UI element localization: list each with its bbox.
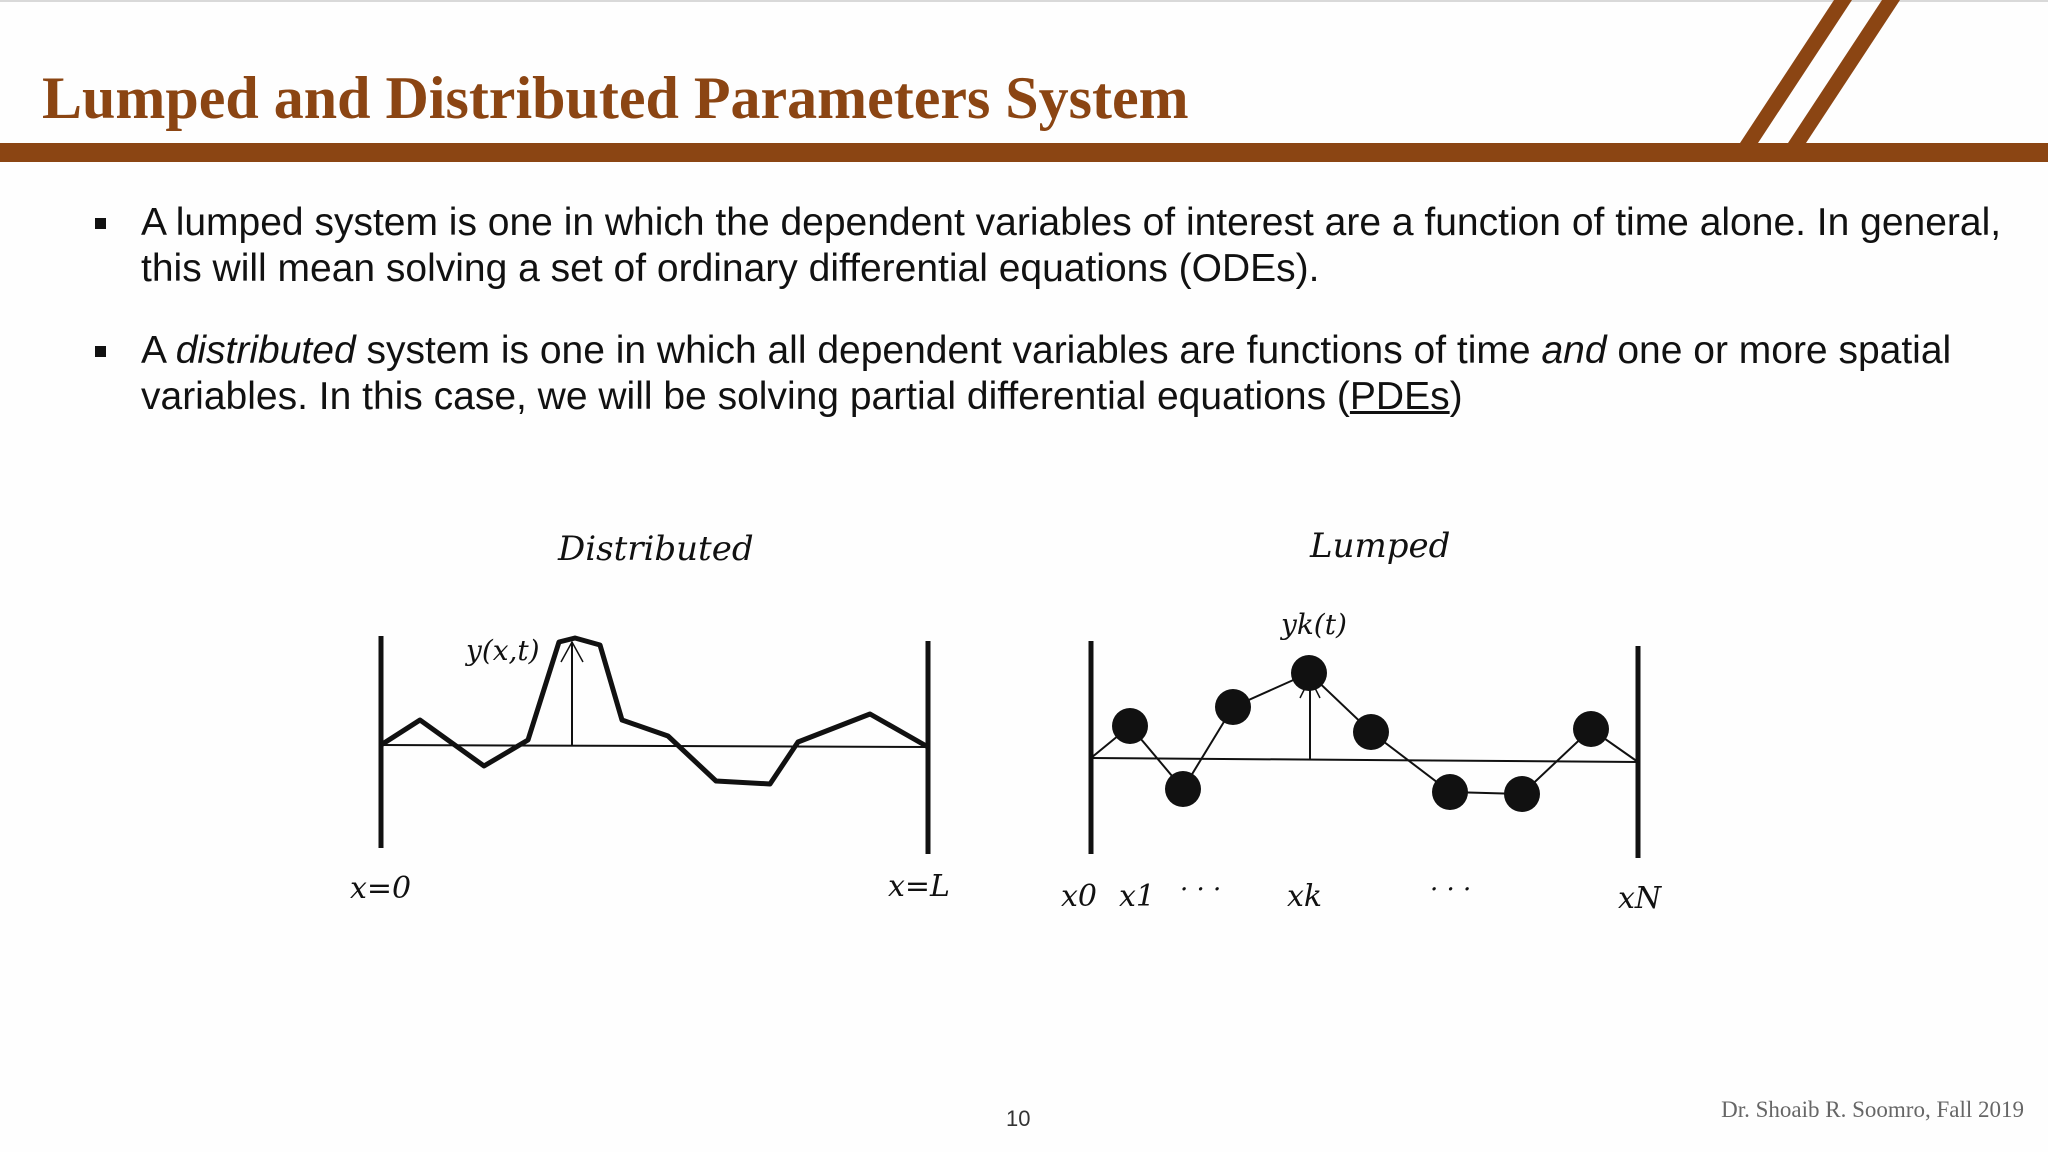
distributed-title: Distributed: [558, 529, 754, 569]
lumped-title: Lumped: [1310, 526, 1451, 566]
x-label: xN: [1618, 881, 1662, 916]
bullet-text-run: A lumped system is one in which the dependent variables of interest are a function of time alone. In general, this will mean solving a set of ordinary differential equations (ODEs).: [141, 201, 2002, 290]
lumped-node: [1353, 714, 1389, 750]
bullet-text-italic: distributed: [175, 329, 356, 372]
footer-author: Dr. Shoaib R. Soomro, Fall 2019: [1721, 1097, 2024, 1122]
x-label: · · ·: [1430, 875, 1472, 905]
bullet-text-underline: PDEs: [1349, 375, 1450, 418]
bullet-text-italic: and: [1541, 329, 1607, 372]
lumped-node: [1112, 708, 1148, 744]
x-label: x1: [1119, 879, 1156, 914]
lumped-node: [1215, 689, 1251, 725]
baseline: [381, 745, 928, 747]
lumped-diagram: [1061, 526, 1663, 916]
page-number: 10: [1006, 1106, 1031, 1131]
curve-label: y(x,t): [466, 634, 540, 667]
bullet-text-run: ): [1449, 375, 1463, 418]
left-label: x=0: [350, 871, 412, 906]
lumped-node: [1432, 774, 1468, 810]
bullet-text-run: one or more spatial variables. In this case, we will be solving partial differential equations (: [141, 329, 1952, 418]
lumped-node: [1291, 655, 1327, 691]
x-label: xk: [1287, 879, 1323, 914]
lumped-node: [1165, 771, 1201, 807]
x-label: · · ·: [1180, 875, 1222, 905]
right-label: x=L: [888, 869, 950, 904]
slide-title: Lumped and Distributed Parameters System: [42, 65, 1189, 131]
distributed-curve: [381, 638, 928, 784]
node-label: yk(t): [1281, 608, 1347, 641]
lumped-node: [1573, 711, 1609, 747]
distributed-diagram: [350, 529, 950, 906]
lumped-node: [1504, 776, 1540, 812]
bullet-text-run: A: [141, 329, 176, 372]
bullet-text-run: system is one in which all dependent variables are functions of time: [355, 329, 1542, 372]
x-label: x0: [1061, 879, 1098, 914]
